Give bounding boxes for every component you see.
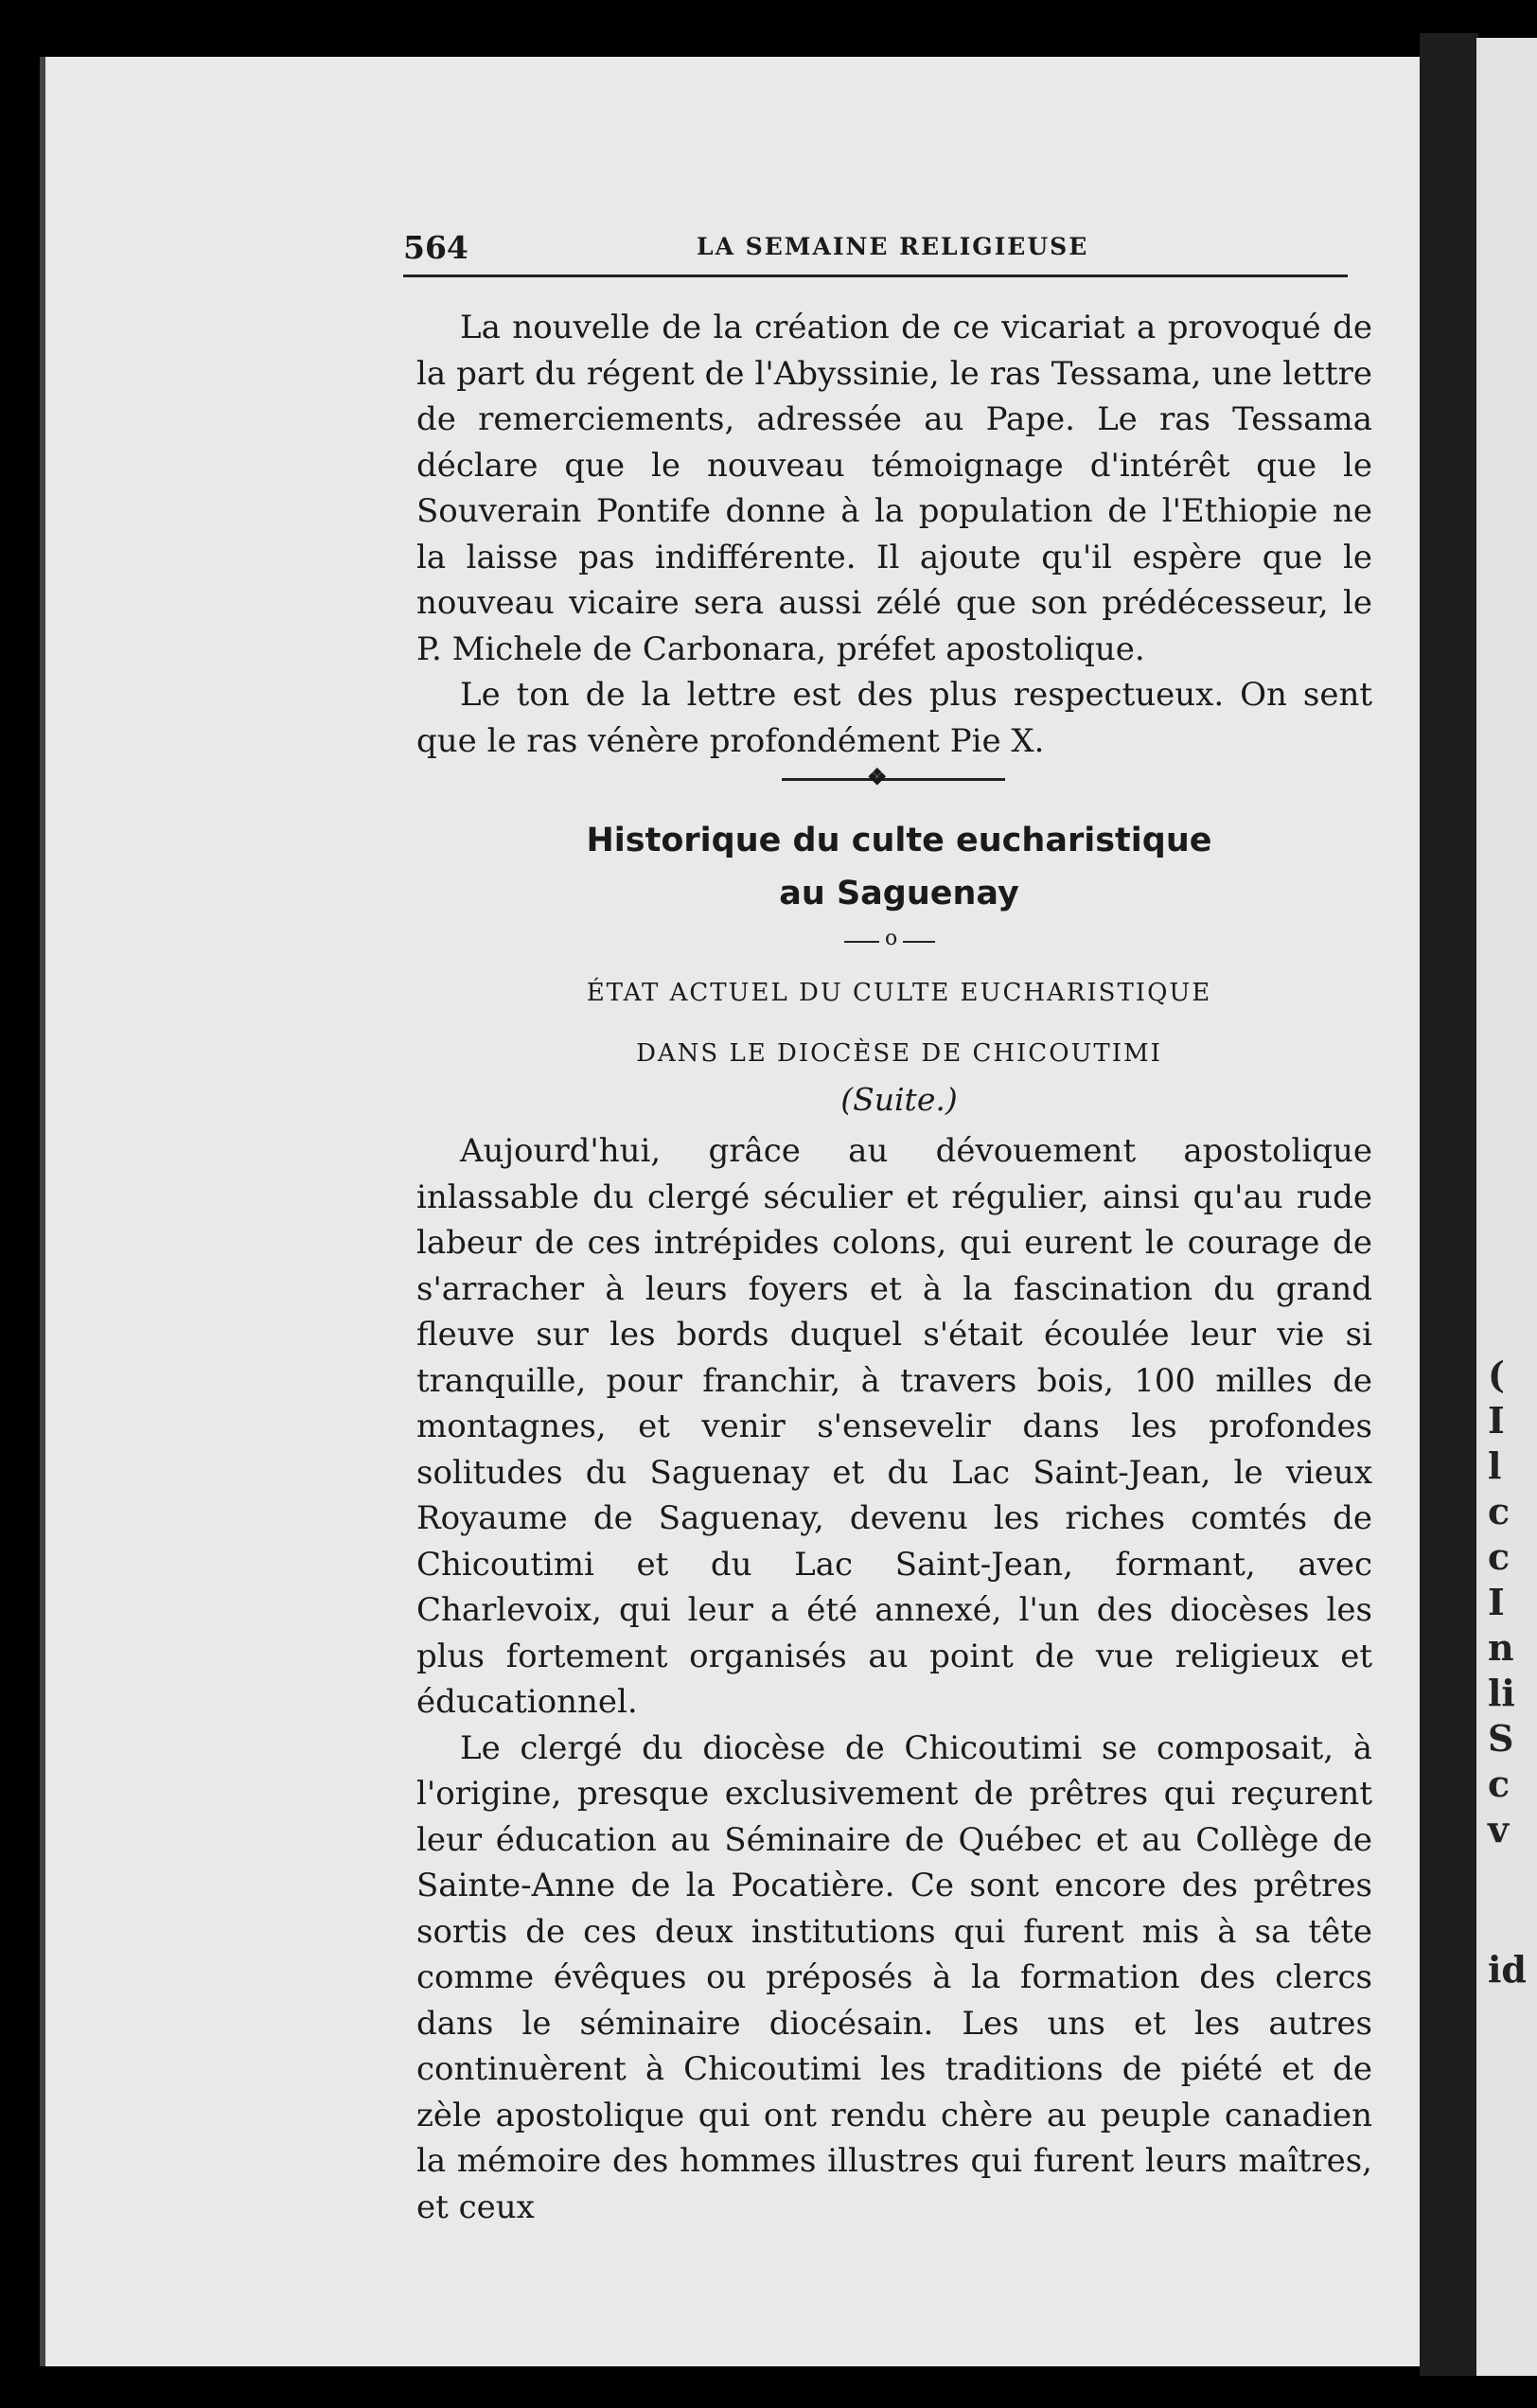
- section-divider: [782, 778, 1005, 781]
- fragment: c: [1488, 1535, 1510, 1578]
- fragment: id: [1488, 1948, 1528, 1991]
- fragment: S: [1488, 1717, 1514, 1760]
- fragment: I: [1488, 1581, 1505, 1623]
- fragment: (: [1488, 1354, 1505, 1396]
- fragment: c: [1488, 1762, 1510, 1805]
- article-title: Historique du culte eucharistique: [586, 822, 1212, 859]
- fragment: li: [1488, 1672, 1515, 1714]
- fragment: v: [1488, 1808, 1510, 1850]
- continuation-note: (Suite.): [840, 1081, 958, 1118]
- fragment: I: [1488, 1399, 1505, 1442]
- article-body: [416, 1128, 1372, 2230]
- paragraph: Le clergé du diocèse de Chicoutimi se composait, à l'origine, presque exclusivement de prêtres qui reçurent leur éducation au Séminaire de Québec et au Collège de Sainte-Anne de la Pocatière. Ce sont encore des prêtres sortis de ces deux institutions qui furent mis à sa tête comme évêques ou préposés à la formation des clercs dans le séminaire diocésain. Les uns et les autres continuèrent à Chicoutimi les traditions de piété et de zèle apostolique qui ont rendu chère au peuple canadien la mémoire des hommes illustres qui furent leurs maîtres, et ceux: [416, 1728, 1372, 2226]
- paragraph: Aujourd'hui, grâce au dévouement apostolique inlassable du clergé séculier et régulier, ainsi qu'au rude labeur de ces intrépides colons, qui eurent le courage de s'arracher à leurs foyers et à la fascination du grand fleuve sur les bords duquel s'était écoulée leur vie si tranquille, pour franchir, à travers bois, 100 milles de montagnes, et venir s'ensevelir dans les profondes solitudes du Saguenay et du Lac Saint-Jean, le vieux Royaume de Saguenay, devenu les riches comtés de Chicoutimi et du Lac Saint-Jean, formant, avec Charlevoix, qui leur a été annexé, l'un des diocèses les plus fortement organisés au point de vue religieux et éducationnel.: [416, 1132, 1372, 1721]
- intro-text: [416, 305, 1372, 764]
- book-gutter: [1420, 33, 1478, 2376]
- paragraph: La nouvelle de la création de ce vicariat a provoqué de la part du régent de l'Abyssinie, le ras Tessama, une lettre de remerciements, adressée au Pape. Le ras Tessama déclare que le nouveau témoignage d'intérêt que le Souverain Pontife donne à la population de l'Ethiopie ne la laisse pas indifférente. Il ajoute qu'il espère que le nouveau vicaire sera aussi zélé que son prédécesseur, le P. Michele de Carbonara, préfet apostolique.: [416, 309, 1372, 668]
- title-separator: o: [879, 927, 903, 950]
- divider-ornament: ❖: [867, 763, 888, 790]
- article-subtitle: ÉTAT ACTUEL DU CULTE EUCHARISTIQUE: [586, 979, 1212, 1007]
- fragment: c: [1488, 1490, 1510, 1532]
- article-subtitle-line2: DANS LE DIOCÈSE DE CHICOUTIMI: [636, 1039, 1162, 1068]
- fragment: l: [1488, 1444, 1502, 1487]
- page-number: 564: [403, 229, 468, 266]
- page-header: [403, 227, 1348, 277]
- article-title-line2: au Saguenay: [779, 875, 1019, 912]
- fragment: n: [1488, 1626, 1514, 1669]
- paragraph: Le ton de la lettre est des plus respectueux. On sent que le ras vénère profondément Pie X.: [416, 676, 1372, 760]
- adjacent-page-edge: [1476, 38, 1537, 2376]
- running-title: LA SEMAINE RELIGIEUSE: [697, 233, 1089, 260]
